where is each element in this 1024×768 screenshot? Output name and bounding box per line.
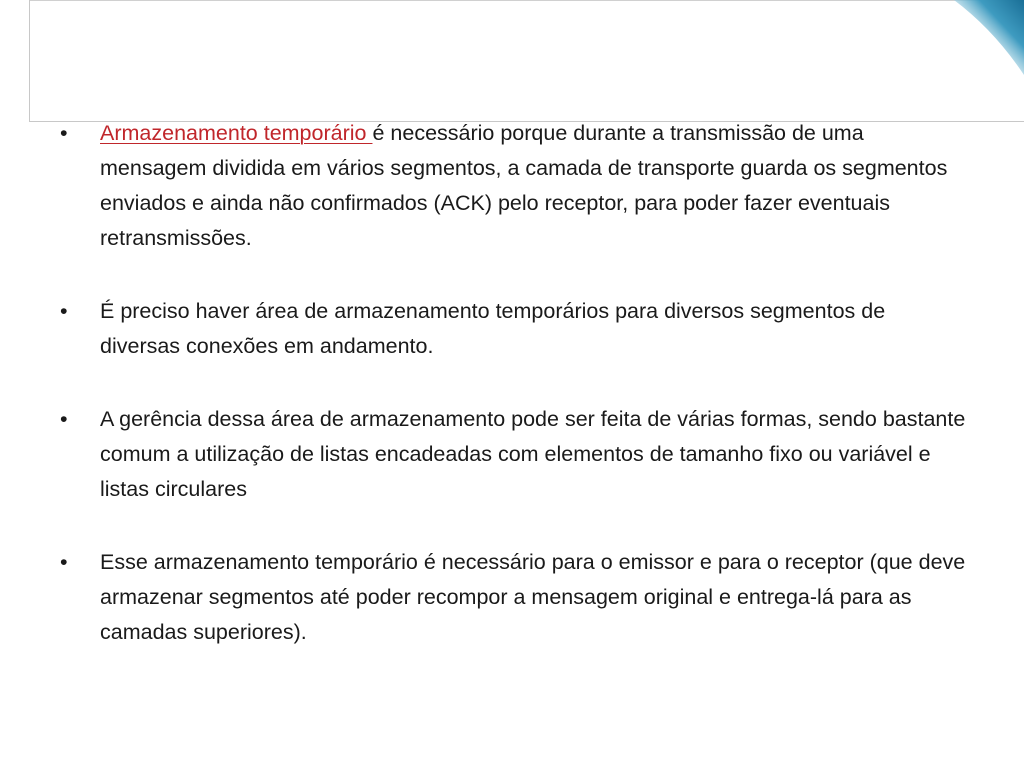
bullet-item-2 [60, 294, 970, 364]
bullet-text: é necessário porque durante a transmissão de uma mensagem dividida em vários segmentos, a camada de transporte guarda os segmentos enviados e ainda não confirmados (ACK) pelo receptor, para poder fazer eventuais retransmissões. [100, 121, 948, 250]
bullet-item-4 [60, 545, 970, 650]
bullet-dot-icon: • [60, 407, 68, 431]
title-area [29, 0, 1024, 122]
bullet-dot-icon: • [60, 121, 68, 145]
bullet-item-1 [60, 116, 970, 256]
bullet-text: É preciso haver área de armazenamento temporários para diversos segmentos de diversas conexões em andamento. [100, 299, 886, 358]
bullet-dot-icon: • [60, 299, 68, 323]
bullet-text: Esse armazenamento temporário é necessário para o emissor e para o receptor (que deve armazenar segmentos até poder recompor a mensagem original e entrega-lá para as camadas superiores). [100, 550, 966, 644]
bullet-list [60, 116, 970, 650]
slide-body [60, 116, 970, 688]
armazenamento-link[interactable]: Armazenamento temporário [100, 121, 373, 145]
bullet-dot-icon: • [60, 550, 68, 574]
bullet-item-3 [60, 402, 970, 507]
bullet-text: A gerência dessa área de armazenamento pode ser feita de várias formas, sendo bastante comum a utilização de listas encadeadas com elementos de tamanho fixo ou variável e listas circulares [100, 407, 966, 501]
corner-gradient-decoration [924, 0, 1024, 100]
